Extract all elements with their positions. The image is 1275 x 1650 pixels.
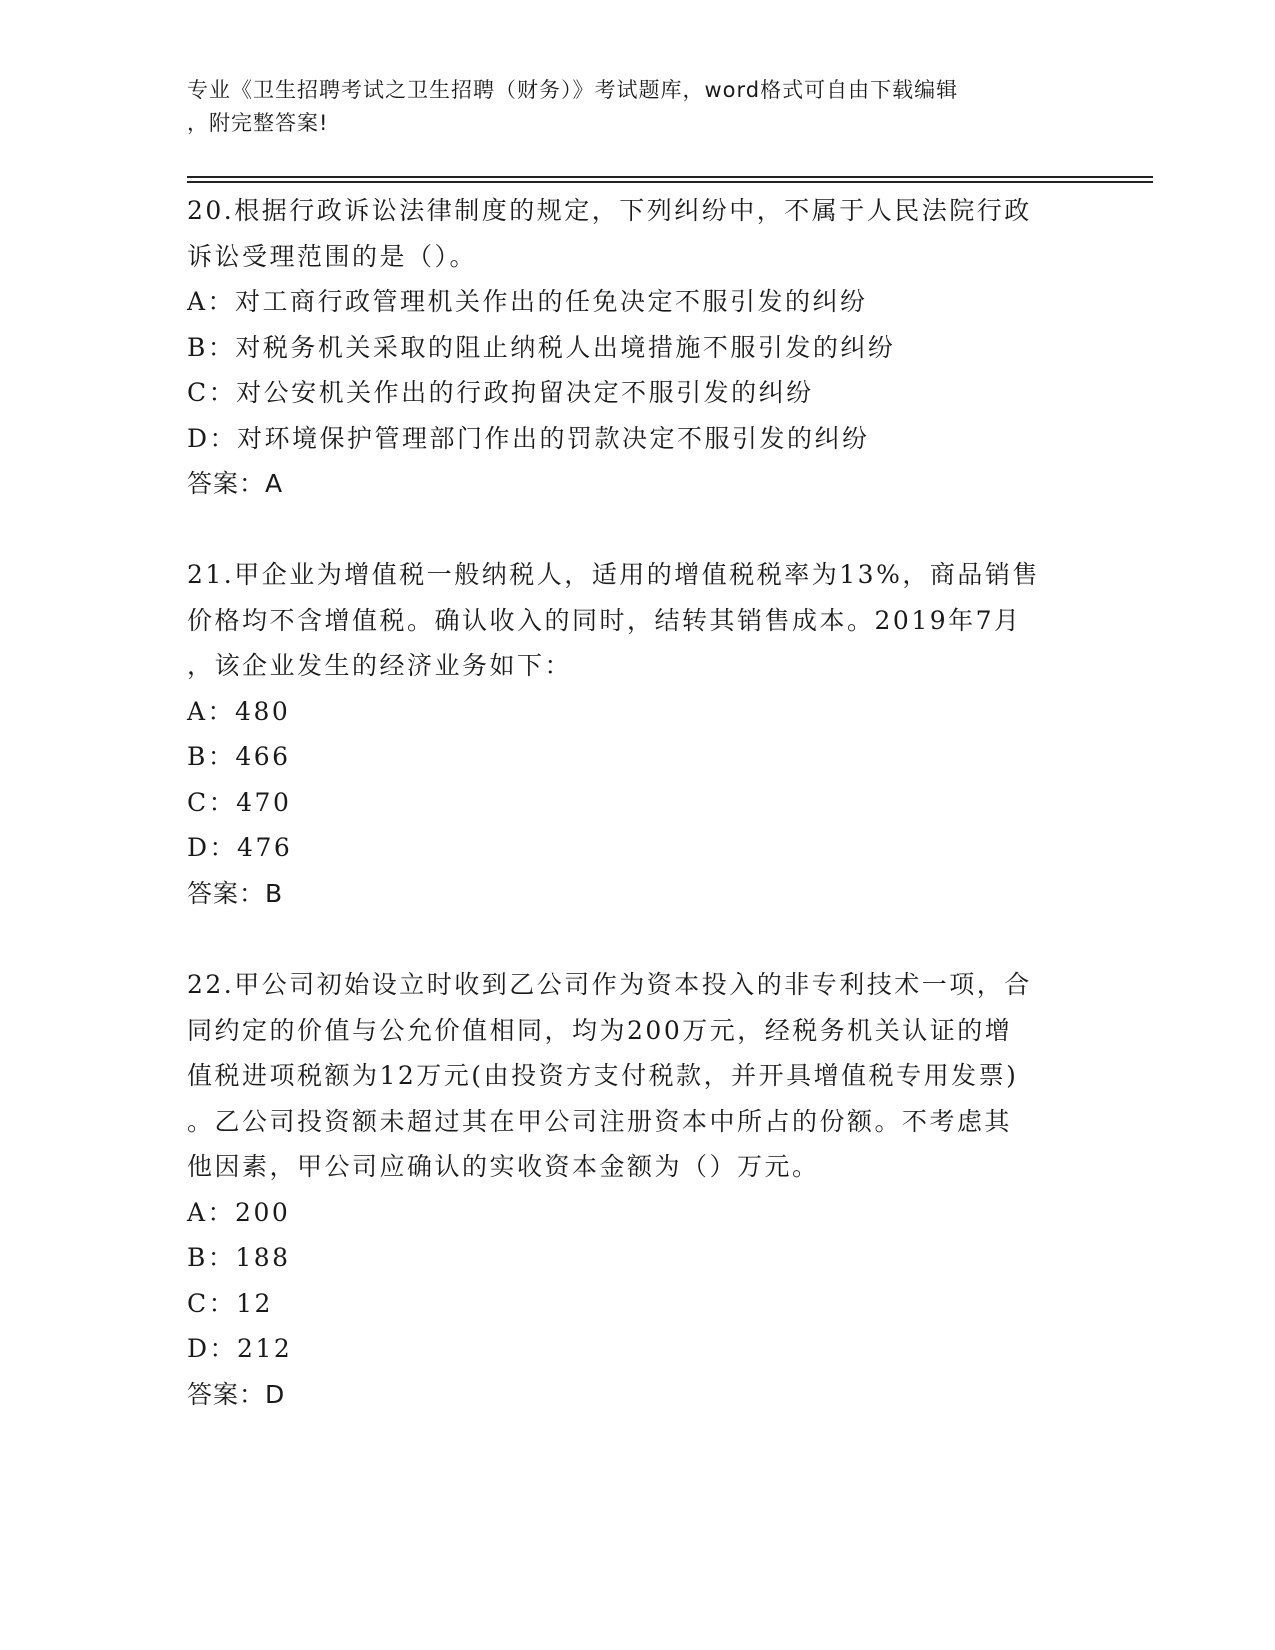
header-divider-top <box>187 176 1153 178</box>
document-page <box>187 0 1147 1650</box>
header-divider-bottom <box>187 181 1153 183</box>
question-line: 。乙公司投资额未超过其在甲公司注册资本中所占的份额。不考虑其 <box>187 1106 1013 1136</box>
question-line: ，该企业发生的经济业务如下： <box>187 651 573 680</box>
header-line-1: 专业《卫生招聘考试之卫生招聘（财务）》考试题库，word格式可自由下载编辑 <box>187 78 959 102</box>
question-line: 价格均不含增值税。确认收入的同时，结转其销售成本。2019年7月 <box>187 605 1022 635</box>
question-20 <box>187 188 1087 507</box>
question-22 <box>187 962 1087 1417</box>
question-line: 20.根据行政诉讼法律制度的规定，下列纠纷中，不属于人民法院行政 <box>187 196 1032 225</box>
option-b: B：对税务机关采取的阻止纳税人出境措施不服引发的纠纷 <box>187 332 896 362</box>
question-line: 值税进项税额为12万元(由投资方支付税款，并开具增值税专用发票) <box>187 1061 1019 1090</box>
option-a: A：480 <box>187 696 291 726</box>
option-b: B：466 <box>187 742 291 771</box>
option-c: C：对公安机关作出的行政拘留决定不服引发的纠纷 <box>187 378 814 407</box>
question-line: 诉讼受理范围的是（）。 <box>187 241 478 271</box>
option-c: C：12 <box>187 1288 273 1318</box>
option-d: D：对环境保护管理部门作出的罚款决定不服引发的纠纷 <box>187 423 870 453</box>
option-d: D：476 <box>187 833 293 862</box>
question-line: 他因素，甲公司应确认的实收资本金额为（）万元。 <box>187 1152 820 1181</box>
header-line-2: ，附完整答案! <box>187 111 329 135</box>
option-c: C：470 <box>187 787 292 817</box>
document-header <box>187 74 1087 140</box>
answer: 答案：D <box>187 1379 286 1409</box>
option-d: D：212 <box>187 1334 293 1363</box>
option-a: A：对工商行政管理机关作出的任免决定不服引发的纠纷 <box>187 287 868 316</box>
answer: 答案：B <box>187 878 284 908</box>
option-b: B：188 <box>187 1243 291 1272</box>
answer: 答案：A <box>187 469 284 498</box>
question-line: 同约定的价值与公允价值相同，均为200万元，经税务机关认证的增 <box>187 1015 1013 1045</box>
question-21 <box>187 552 1087 916</box>
option-a: A：200 <box>187 1197 291 1227</box>
question-line: 21.甲企业为增值税一般纳税人，适用的增值税税率为13%，商品销售 <box>187 560 1040 589</box>
question-line: 22.甲公司初始设立时收到乙公司作为资本投入的非专利技术一项，合 <box>187 970 1032 999</box>
